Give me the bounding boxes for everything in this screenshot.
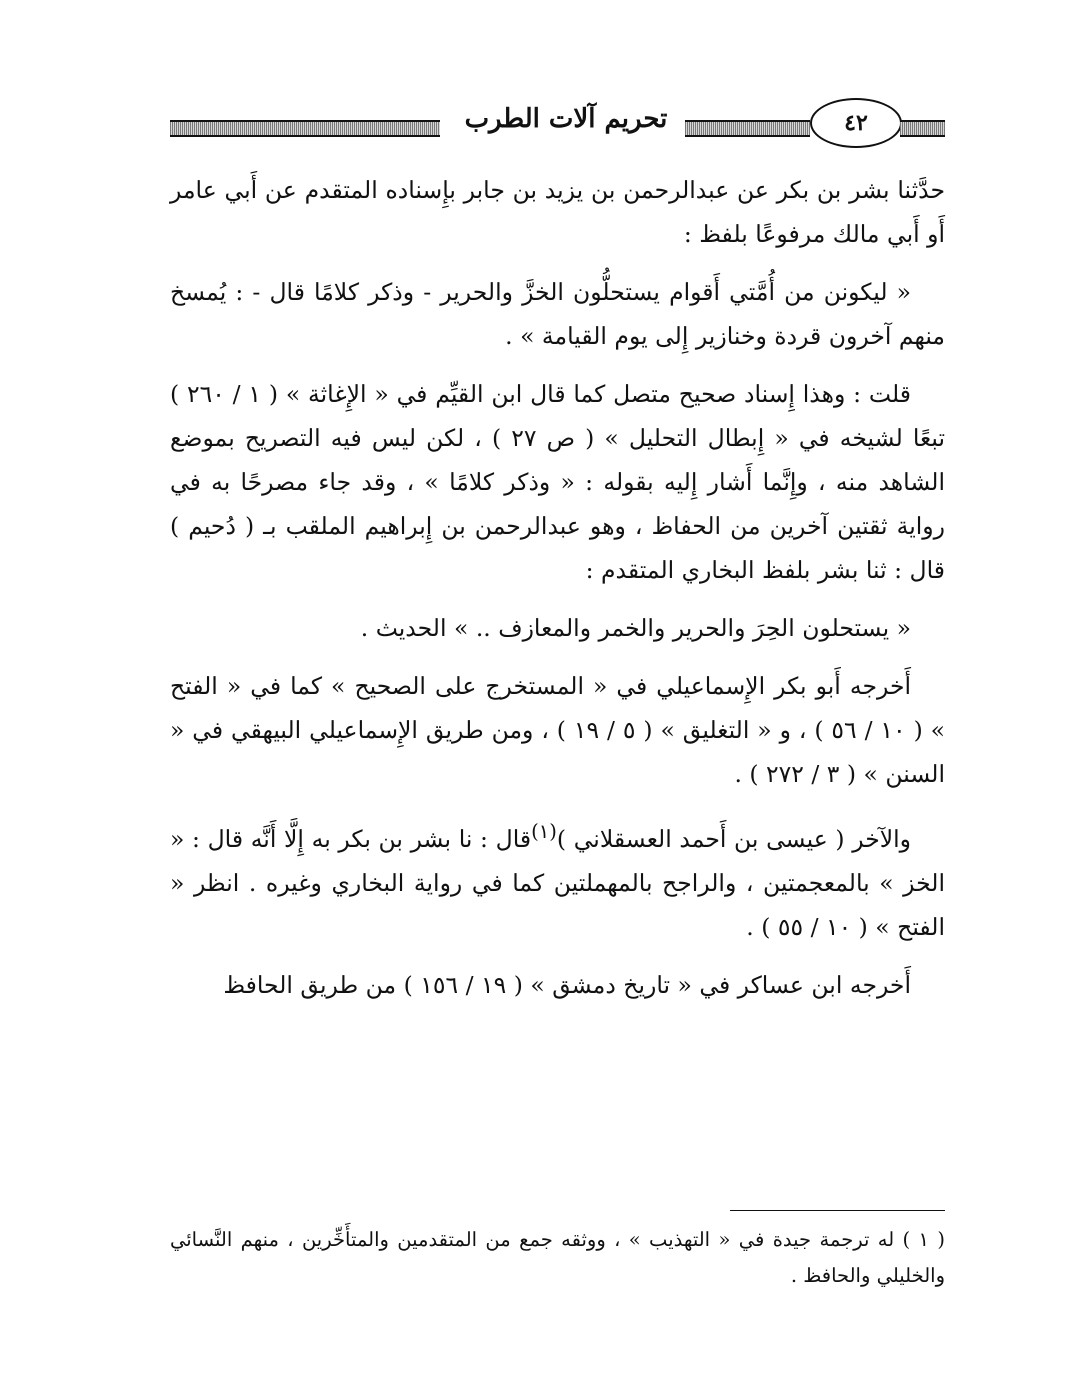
- paragraph: [170, 810, 945, 949]
- hadith-quote: « ليكونن من أُمَّتي أَقوام يستحلُّون الخزَّ والحرير - وذكر كلامًا قال - : يُمسخ منهم آخرون قردة وخنازير إِلى يوم القيامة » .: [170, 278, 945, 350]
- running-title: تحريم آلات الطرب: [464, 104, 668, 134]
- paragraph: حدَّثنا بشر بن بكر عن عبدالرحمن بن يزيد بن جابر بإِسناده المتقدم عن أَبي عامر أَو أَبي مالك مرفوعًا بلفظ :: [170, 176, 945, 248]
- paragraph: أَخرجه أَبو بكر الإِسماعيلي في « المستخرج على الصحيح » كما في « الفتح » ( ١٠ / ٥٦ ) ، و « التغليق » ( ٥ / ١٩ ) ، ومن طريق الإِسماعيلي البيهقي في « السنن » ( ٣ / ٢٧٢ ) .: [170, 672, 946, 788]
- hadith-quote: « يستحلون الحِرَ والحرير والخمر والمعازف .. » الحديث .: [360, 614, 911, 642]
- paragraph: قلت : وهذا إِسناد صحيح متصل كما قال ابن القيِّم في « الإِغاثة » ( ١ / ٢٦٠ ) تبعًا لشيخه في « إِبطال التحليل » ( ص ٢٧ ) ، لكن ليس فيه التصريح بموضع الشاهد منه ، وإِنَّما أَشار إِليه بقوله : « وذكر كلامًا » ، وقد جاء مصرحًا به في رواية ثقتين آخرين من الحفاظ ، وهو عبدالرحمن بن إِبراهيم الملقب بـ ( دُحيم ) قال : ثنا بشر بلفظ البخاري المتقدم :: [170, 380, 945, 584]
- page-number: ٤٢: [810, 98, 902, 148]
- paragraph-rest: قال : نا بشر بن بكر به إِلَّا أَنَّه قال : « الخز » بالمعجمتين ، والراجح بالمهملتين كما في رواية البخاري وغيره . انظر « الفتح » ( ١٠ / ٥٥ ) .: [170, 824, 945, 941]
- paragraph: أَخرجه ابن عساكر في « تاريخ دمشق » ( ١٩ / ١٥٦ ) من طريق الحافظ: [223, 970, 911, 999]
- footnotes: [170, 1222, 945, 1294]
- footnote-marker: (١): [531, 820, 557, 843]
- footnote: ( ١ ) له ترجمة جيدة في « التهذيب » ، ووثقه جمع من المتقدمين والمتأَخِّرين ، منهم النَّسائي والخليلي والحافظ .: [170, 1228, 946, 1287]
- footnote-separator: [730, 1210, 945, 1211]
- header-rule-left: [170, 120, 440, 137]
- running-header: [170, 96, 945, 152]
- header-rule-right: [900, 120, 945, 137]
- body-text: [170, 168, 945, 1021]
- header-rule-middle: [685, 120, 810, 137]
- paragraph-lead: والآخر ( عيسى بن أَحمد العسقلاني ): [556, 824, 911, 853]
